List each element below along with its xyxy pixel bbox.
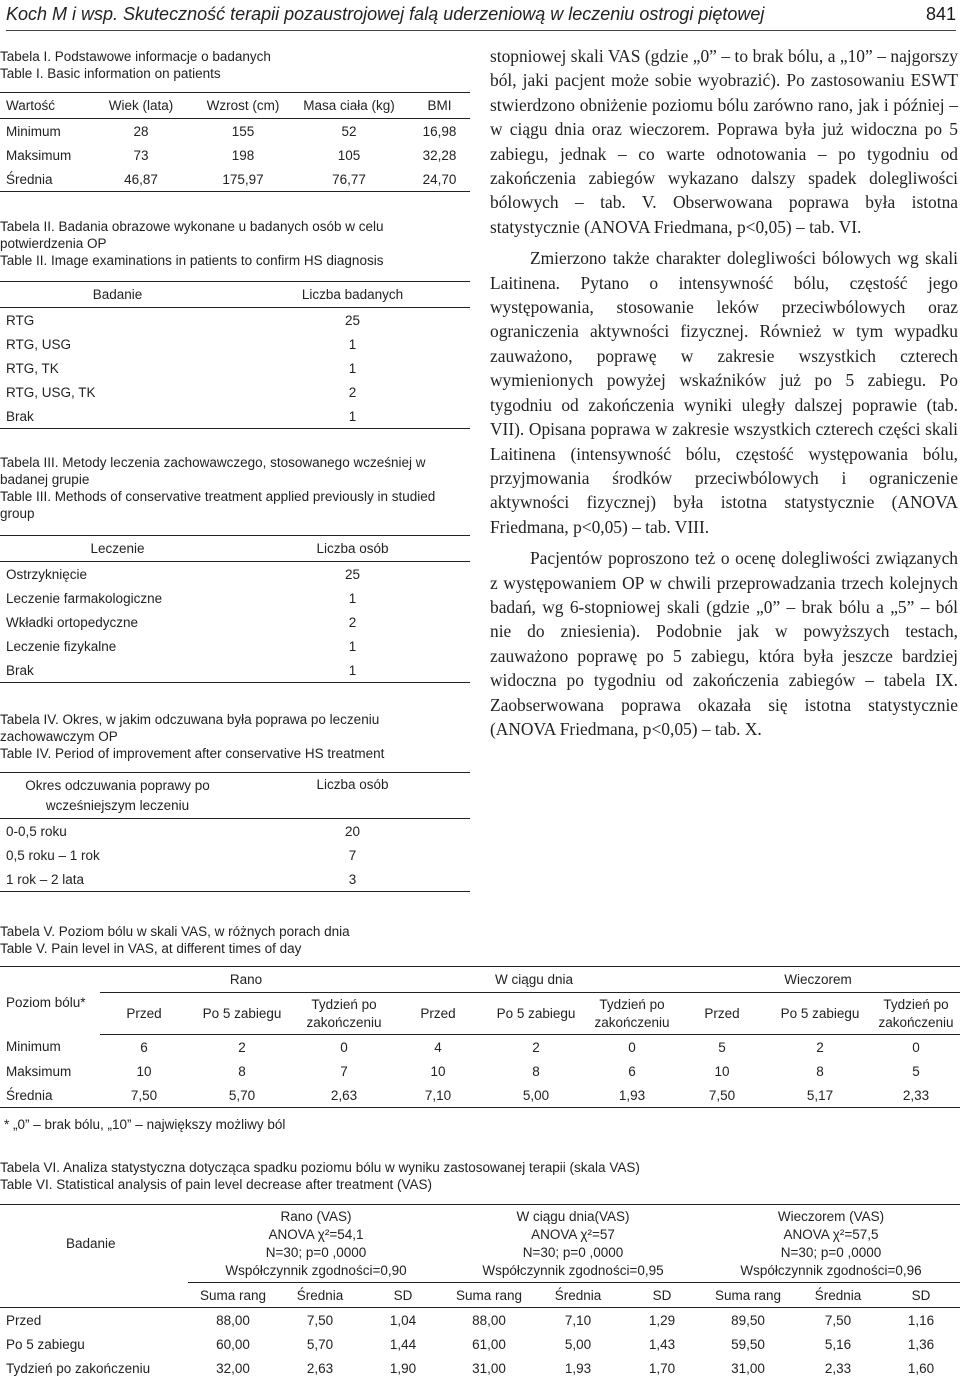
table6-caption (0, 1159, 900, 1193)
t6-sub: SD (362, 1283, 444, 1308)
t6-cell: 2,63 (306, 1360, 334, 1376)
t3-cell: 1 (348, 638, 357, 654)
table-row (0, 1332, 960, 1356)
t6-sub: SD (882, 1283, 960, 1308)
body-paragraph-1: stopniowej skali VAS (gdzie „0” – to brak bólu, a „10” – najgorszy ból, jaki pacjent może sobie wyobrazić). Po zastosowaniu ESWT stwierdzono obniżenie poziomu bólu zarówno rano, jak i później – w ciągu dnia oraz wieczorem. Poprawa była już widoczna po 5 zabiegu, jednak – co warte odnotowania – po tygodniu od zakończenia zabiegów wykazano dalszy spadek dolegliwości bólowych – tab. V. Obserwowana poprawa była istotna statystycznie (ANOVA Friedmana, p<0,05) – tab. VI. (490, 46, 958, 237)
t6-group-rano (188, 1205, 444, 1283)
t6-group-w: Współczynnik zgodności=0,90 (225, 1262, 407, 1278)
t6-cell: 59,50 (731, 1336, 765, 1352)
table4-caption-en: Table IV. Period of improvement after conservative HS treatment (0, 746, 385, 761)
t5-cell: 8 (238, 1063, 246, 1079)
t1-header-1: Wiek (lata) (85, 93, 197, 119)
t6-cell: 32,00 (216, 1360, 250, 1376)
t5-cell: 5,70 (188, 1083, 296, 1108)
t6-group-title: Wieczorem (VAS) (777, 1208, 885, 1224)
t5-cell: 7,50 (100, 1083, 188, 1108)
t2-cell: RTG (6, 312, 35, 328)
table3-caption (0, 454, 455, 522)
t6-cell: 2,33 (824, 1360, 852, 1376)
t4-header-0: Okres odczuwania poprawy po wcześniejszym leczeniu (0, 773, 235, 819)
table-row (0, 332, 470, 356)
t4-header-1: Liczba osób (235, 773, 470, 819)
body-paragraph-2: Zmierzono także charakter dolegliwości bólowych wg skali Laitinena. Pytano o intensywność bólu, częstość jego występowania, stosowanie leków przeciwbólowych oraz ograniczenia aktywności fizycznej. Również w tym wypadku zauważono, poprawę w zakresie wszystkich czterech wymienionych powyżej wskaźników już po 5 zabiegu. Po tygodniu od zakończenia wyniki uległy dalszej poprawie (tab. VII). Opisana poprawa w zakresie wszystkich czterech części skali Laitinena (intensywność bólu, częstość występowania bólu, przyjmowania środków przeciwbólowych i ograniczenie aktywności fizycznej) była istotna statystycznie (ANOVA Friedmana, p<0,05) – tab. VIII. (490, 248, 958, 537)
table6-caption-en: Table VI. Statistical analysis of pain level decrease after treatment (VAS) (0, 1177, 432, 1192)
t6-cell: 5,00 (564, 1336, 592, 1352)
t6-cell: 7,50 (306, 1312, 334, 1328)
table-row (0, 658, 470, 683)
table-row (0, 1083, 960, 1108)
table-row (0, 867, 470, 892)
table-3 (0, 535, 470, 683)
page-number: 841 (925, 4, 956, 24)
t2-cell: 25 (344, 312, 361, 328)
t5-group-wieczor: Wieczorem (676, 967, 960, 993)
t2-cell: Brak (0, 404, 235, 429)
t1-cell: Minimum (6, 123, 61, 139)
t5-cell: 0 (912, 1039, 920, 1055)
body-paragraph-3: Pacjentów poproszono też o ocenę dolegliwości związanych z występowaniem OP w chwili przeprowadzania trzech kolejnych badań, wg 6-stopniowej skali (gdzie „0” – brak bólu a „5” – ból nie do zniesienia). Podobnie jak w powyższych testach, zauważono poprawę po 5 zabiegu, która była jeszcze bardziej widoczna po tygodniu od zakończenia zabiegów – tabela IX. Zaobserwowana poprawa okazała się istotna statystycznie (ANOVA Friedmana, p<0,05) – tab. X. (490, 548, 958, 739)
table4-caption (0, 711, 455, 762)
t5-cell: 10 (714, 1063, 730, 1079)
t5-cell: 6 (628, 1063, 636, 1079)
t2-header-0: Badanie (0, 282, 235, 308)
table-row (0, 1059, 960, 1083)
t1-cell: 24,70 (409, 167, 470, 192)
t5-cell: 5,17 (768, 1083, 872, 1108)
t3-cell: Ostrzyknięcie (6, 566, 88, 582)
t1-header-2: Wzrost (cm) (197, 93, 289, 119)
table-row (0, 167, 470, 192)
t6-empty (0, 1283, 188, 1308)
table-row (0, 634, 470, 658)
table1-caption-en: Table I. Basic information on patients (0, 66, 221, 81)
table-row (0, 119, 470, 144)
t5-sub: Tydzień po zakończeniu (296, 993, 392, 1035)
t5-cell: 8 (816, 1063, 824, 1079)
t4-cell: 1 rok – 2 lata (0, 867, 235, 892)
table3-caption-en: Table III. Methods of conservative treatment applied previously in studied group (0, 489, 436, 521)
table-2 (0, 281, 470, 429)
t6-group-wieczor (702, 1205, 960, 1283)
table-row (0, 356, 470, 380)
table-row (0, 1308, 960, 1333)
table2-caption (0, 218, 468, 269)
table-row (0, 143, 470, 167)
t5-cell: 2 (816, 1039, 824, 1055)
t1-header-4: BMI (409, 93, 470, 119)
t1-cell: 76,77 (289, 167, 409, 192)
t3-header-0: Leczenie (0, 536, 235, 562)
t6-cell: 1,60 (907, 1360, 935, 1376)
t5-cell: 2,63 (296, 1083, 392, 1108)
t5-cell: 0 (340, 1039, 348, 1055)
t6-cell: 88,00 (216, 1312, 250, 1328)
t1-cell: 198 (231, 147, 255, 163)
table-row (0, 380, 470, 404)
t6-sub: Średnia (534, 1283, 622, 1308)
t4-cell: 0-0,5 roku (6, 823, 67, 839)
body-text-column (490, 44, 958, 741)
t2-header-1: Liczba badanych (235, 282, 470, 308)
t4-cell: 3 (235, 867, 470, 892)
t2-cell: RTG, TK (6, 360, 59, 376)
t3-cell: 2 (348, 614, 357, 630)
t6-cell: 1,90 (389, 1360, 417, 1376)
table-row (0, 404, 470, 429)
t1-header-3: Masa ciała (kg) (289, 93, 409, 119)
t3-cell: Wkładki ortopedyczne (6, 614, 139, 630)
t6-cell: 5,16 (824, 1336, 852, 1352)
t6-cell: Przed (6, 1312, 42, 1328)
header-title: Koch M i wsp. Skuteczność terapii pozaustrojowej falą uderzeniową w leczeniu ostrogi piętowej (6, 4, 765, 24)
table-4 (0, 772, 470, 892)
t4-cell: 20 (344, 823, 361, 839)
t1-cell: 52 (341, 123, 357, 139)
t3-cell: 1 (348, 590, 357, 606)
t6-cell: 1,29 (648, 1312, 676, 1328)
t6-cell: 7,10 (564, 1312, 592, 1328)
t5-cell: 1,93 (588, 1083, 676, 1108)
t6-sub: Suma rang (702, 1283, 794, 1308)
t5-cell: 6 (140, 1039, 148, 1055)
t6-cell: 5,70 (306, 1336, 334, 1352)
table-row (0, 819, 470, 844)
t3-cell: 25 (344, 566, 361, 582)
table-row (0, 586, 470, 610)
table-row (0, 610, 470, 634)
t6-group-title: W ciągu dnia(VAS) (516, 1208, 630, 1224)
t2-cell: 1 (348, 336, 357, 352)
t6-cell: 7,50 (824, 1312, 852, 1328)
t6-group-w: Współczynnik zgodności=0,96 (740, 1262, 922, 1278)
t4-cell: 0,5 roku – 1 rok (6, 847, 100, 863)
table-row (0, 843, 470, 867)
table2-caption-pl: Tabela II. Badania obrazowe wykonane u badanych osób w celu potwierdzenia OP (0, 219, 384, 251)
t5-cell: 10 (430, 1063, 446, 1079)
table6-caption-pl: Tabela VI. Analiza statystyczna dotycząca spadku poziomu bólu w wyniku zastosowanej terapii (skala VAS) (0, 1160, 640, 1175)
t5-cell: 7,50 (676, 1083, 768, 1108)
t5-cell: Maksimum (6, 1063, 72, 1079)
t6-cell: Po 5 zabiegu (6, 1336, 85, 1352)
t3-cell: 1 (235, 658, 470, 683)
t3-cell: Leczenie fizykalne (6, 638, 117, 654)
t1-cell: 105 (337, 147, 361, 163)
t3-cell: Leczenie farmakologiczne (6, 590, 163, 606)
table-1 (0, 92, 470, 192)
t6-row-header: Badanie (0, 1205, 188, 1283)
table1-caption-pl: Tabela I. Podstawowe informacje o badanych (0, 49, 271, 64)
t6-group-n: N=30; p=0 ,0000 (265, 1244, 367, 1260)
t6-cell: 88,00 (472, 1312, 506, 1328)
t5-cell: 7 (340, 1063, 348, 1079)
t6-cell: Tydzień po zakończeniu (6, 1360, 151, 1376)
t4-cell: 7 (348, 847, 357, 863)
t5-sub: Przed (392, 993, 484, 1035)
t2-cell: 1 (235, 404, 470, 429)
t6-group-dzien (444, 1205, 702, 1283)
t5-cell: 8 (532, 1063, 540, 1079)
t1-cell: 175,97 (197, 167, 289, 192)
table-row (0, 562, 470, 587)
t6-cell: 1,36 (907, 1336, 935, 1352)
t5-cell: Minimum (6, 1039, 61, 1055)
t5-cell: 4 (434, 1039, 442, 1055)
t5-group-rano: Rano (100, 967, 392, 993)
table-row (0, 1035, 960, 1060)
t1-cell: 46,87 (85, 167, 197, 192)
t1-cell: 16,98 (422, 123, 457, 139)
t5-cell: 2,33 (872, 1083, 960, 1108)
t5-cell: 5 (718, 1039, 726, 1055)
t5-cell: 0 (628, 1039, 636, 1055)
t2-cell: 2 (348, 384, 357, 400)
t3-header-1: Liczba osób (235, 536, 470, 562)
t2-cell: RTG, USG (6, 336, 72, 352)
t6-sub: Średnia (278, 1283, 362, 1308)
t5-cell: 5 (912, 1063, 920, 1079)
t2-cell: 1 (348, 360, 357, 376)
table1-caption (0, 48, 470, 82)
t6-cell: 60,00 (216, 1336, 250, 1352)
t5-sub: Po 5 zabiegu (768, 993, 872, 1035)
t5-cell: 2 (238, 1039, 246, 1055)
t5-sub: Przed (676, 993, 768, 1035)
t6-sub: SD (622, 1283, 702, 1308)
t6-cell: 89,50 (731, 1312, 765, 1328)
t1-cell: 73 (133, 147, 149, 163)
table5-caption-en: Table V. Pain level in VAS, at different times of day (0, 941, 302, 956)
t6-group-anova: ANOVA χ²=54,1 (268, 1226, 364, 1242)
t5-cell: 7,10 (392, 1083, 484, 1108)
t6-group-n: N=30; p=0 ,0000 (522, 1244, 624, 1260)
t6-cell: 1,93 (564, 1360, 592, 1376)
t6-group-title: Rano (VAS) (280, 1208, 352, 1224)
t6-sub: Średnia (794, 1283, 882, 1308)
t5-row-header: Poziom bólu* (0, 967, 100, 1035)
t1-cell: 28 (133, 123, 149, 139)
t1-header-0: Wartość (0, 93, 85, 119)
table-5 (0, 966, 960, 1108)
table-6 (0, 1204, 960, 1380)
t5-cell: 5,00 (484, 1083, 588, 1108)
t6-group-anova: ANOVA χ²=57 (531, 1226, 615, 1242)
t5-cell: 2 (532, 1039, 540, 1055)
t1-cell: 155 (231, 123, 255, 139)
t5-cell: Średnia (0, 1083, 100, 1108)
t5-cell: 10 (136, 1063, 152, 1079)
table3-caption-pl: Tabela III. Metody leczenia zachowawczego, stosowanego wcześniej w badanej grupie (0, 455, 426, 487)
t3-cell: Brak (0, 658, 235, 683)
table-row (0, 308, 470, 333)
t5-sub: Po 5 zabiegu (484, 993, 588, 1035)
running-header (6, 4, 956, 31)
t6-group-w: Współczynnik zgodności=0,95 (482, 1262, 664, 1278)
t6-cell: 61,00 (472, 1336, 506, 1352)
t6-cell: 1,16 (907, 1312, 935, 1328)
t6-cell: 31,00 (472, 1360, 506, 1376)
t2-cell: RTG, USG, TK (6, 384, 96, 400)
table5-footnote: * „0” – brak bólu, „10” – największy możliwy ból (4, 1117, 286, 1132)
table4-caption-pl: Tabela IV. Okres, w jakim odczuwana była poprawa po leczeniu zachowawczym OP (0, 712, 380, 744)
t1-cell: Maksimum (6, 147, 72, 163)
t5-sub: Tydzień po zakończeniu (588, 993, 676, 1035)
t6-cell: 1,43 (648, 1336, 676, 1352)
t6-cell: 1,04 (389, 1312, 417, 1328)
t6-sub: Suma rang (188, 1283, 278, 1308)
t6-cell: 1,70 (648, 1360, 676, 1376)
t6-group-anova: ANOVA χ²=57,5 (783, 1226, 879, 1242)
t6-group-n: N=30; p=0 ,0000 (780, 1244, 882, 1260)
t5-sub: Przed (100, 993, 188, 1035)
t5-sub: Po 5 zabiegu (188, 993, 296, 1035)
t5-group-dzien: W ciągu dnia (392, 967, 676, 993)
t6-cell: 31,00 (731, 1360, 765, 1376)
table5-caption (0, 923, 700, 957)
t6-cell: 1,44 (389, 1336, 417, 1352)
t6-sub: Suma rang (444, 1283, 534, 1308)
table2-caption-en: Table II. Image examinations in patients to confirm HS diagnosis (0, 253, 384, 268)
table-row (0, 1356, 960, 1380)
t1-cell: 32,28 (422, 147, 457, 163)
table5-caption-pl: Tabela V. Poziom bólu w skali VAS, w różnych porach dnia (0, 924, 350, 939)
t5-sub: Tydzień po zakończeniu (872, 993, 960, 1035)
t1-cell: Średnia (0, 167, 85, 192)
